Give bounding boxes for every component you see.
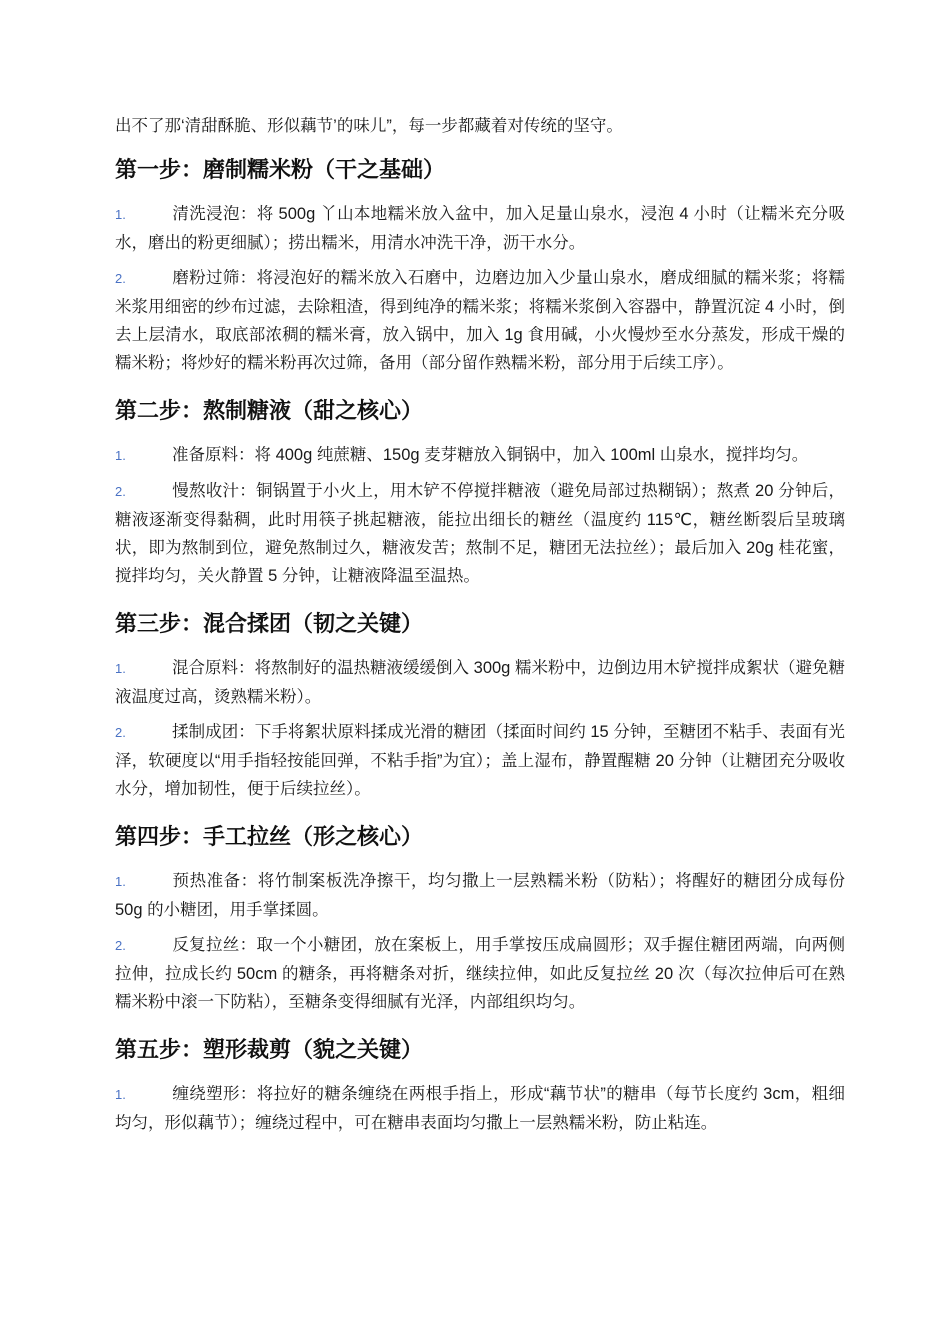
list-number: 1.: [115, 874, 126, 889]
intro-paragraph: 出不了那‘清甜酥脆、形似藕节’的味儿”，每一步都藏着对传统的坚守。: [115, 117, 623, 135]
list-item-text: 反复拉丝：取一个小糖团，放在案板上，用手掌按压成扁圆形；双手握住糖团两端，向两侧拉伸，拉成长约 50cm 的糖条，再将糖条对折，继续拉伸，如此反复拉丝 20 次（每次拉伸后可在熟糯米粉中滚一下防粘），至糖条变得细腻有光泽，内部组织均匀。: [115, 936, 845, 1011]
list-number: 2.: [115, 271, 126, 286]
list-item: [115, 477, 845, 590]
step-4-heading: 第四步：手工拉丝（形之核心）: [115, 825, 424, 850]
list-item-text: 清洗浸泡：将 500g 丫山本地糯米放入盆中，加入足量山泉水，浸泡 4 小时（让糯米充分吸水，磨出的粉更细腻）；捞出糯米，用清水冲洗干净，沥干水分。: [115, 205, 845, 252]
list-item-text: 缠绕塑形：将拉好的糖条缠绕在两根手指上，形成“藕节状”的糖串（每节长度约 3cm，粗细均匀，形似藕节）；缠绕过程中，可在糖串表面均匀撒上一层熟糯米粉，防止粘连。: [115, 1085, 845, 1132]
list-number: 1.: [115, 207, 126, 222]
step-1-heading: 第一步：磨制糯米粉（干之基础）: [115, 158, 446, 183]
list-number: 2.: [115, 725, 126, 740]
list-number: 1.: [115, 448, 126, 463]
list-item: [115, 654, 845, 711]
list-item-text: 揉制成团：下手将絮状原料揉成光滑的糖团（揉面时间约 15 分钟，至糖团不粘手、表面有光泽，软硬度以“用手指轻按能回弹，不粘手指”为宜）；盖上湿布，静置醒糖 20 分钟（让糖团充分吸收水分，增加韧性，便于后续拉丝）。: [115, 723, 845, 798]
step-2-heading: 第二步：熬制糖液（甜之核心）: [115, 399, 424, 424]
list-number: 1.: [115, 661, 126, 676]
list-item: [115, 200, 845, 257]
list-item-text: 慢熬收汁：铜锅置于小火上，用木铲不停搅拌糖液（避免局部过热糊锅）；熬煮 20 分钟后，糖液逐渐变得黏稠，此时用筷子挑起糖液，能拉出细长的糖丝（温度约 115℃，糖丝断裂后呈玻璃状，即为熬制到位，避免熬制过久，糖液发苦；熬制不足，糖团无法拉丝）；最后加入 20g 桂花蜜，搅拌均匀，关火静置 5 分钟，让糖液降温至温热。: [115, 482, 845, 585]
list-number: 1.: [115, 1087, 126, 1102]
step-3-heading: 第三步：混合揉团（韧之关键）: [115, 612, 424, 637]
list-item: [115, 1080, 845, 1137]
document-page: [115, 112, 845, 1155]
list-item: [115, 931, 845, 1016]
list-item-text: 准备原料：将 400g 纯蔗糖、150g 麦芽糖放入铜锅中，加入 100ml 山泉水，搅拌均匀。: [172, 446, 809, 464]
list-item-text: 混合原料：将熬制好的温热糖液缓缓倒入 300g 糯米粉中，边倒边用木铲搅拌成絮状（避免糖液温度过高，烫熟糯米粉）。: [115, 659, 845, 706]
step-5-heading: 第五步：塑形裁剪（貌之关键）: [115, 1038, 424, 1063]
list-item: [115, 441, 845, 470]
step-4-list: [115, 867, 845, 1016]
list-item: [115, 264, 845, 377]
list-item-text: 磨粉过筛：将浸泡好的糯米放入石磨中，边磨边加入少量山泉水，磨成细腻的糯米浆；将糯米浆用细密的纱布过滤，去除粗渣，得到纯净的糯米浆；将糯米浆倒入容器中，静置沉淀 4 小时，倒去上层清水，取底部浓稠的糯米膏，放入锅中，加入 1g 食用碱，小火慢炒至水分蒸发，形成干燥的糯米粉；将炒好的糯米粉再次过筛，备用（部分留作熟糯米粉，部分用于后续工序）。: [115, 269, 845, 372]
list-item-text: 预热准备：将竹制案板洗净擦干，均匀撒上一层熟糯米粉（防粘）；将醒好的糖团分成每份 50g 的小糖团，用手掌揉圆。: [115, 872, 845, 919]
step-5-list: [115, 1080, 845, 1137]
step-1-list: [115, 200, 845, 377]
step-2-list: [115, 441, 845, 590]
list-item: [115, 867, 845, 924]
list-number: 2.: [115, 938, 126, 953]
step-3-list: [115, 654, 845, 803]
list-number: 2.: [115, 484, 126, 499]
list-item: [115, 718, 845, 803]
